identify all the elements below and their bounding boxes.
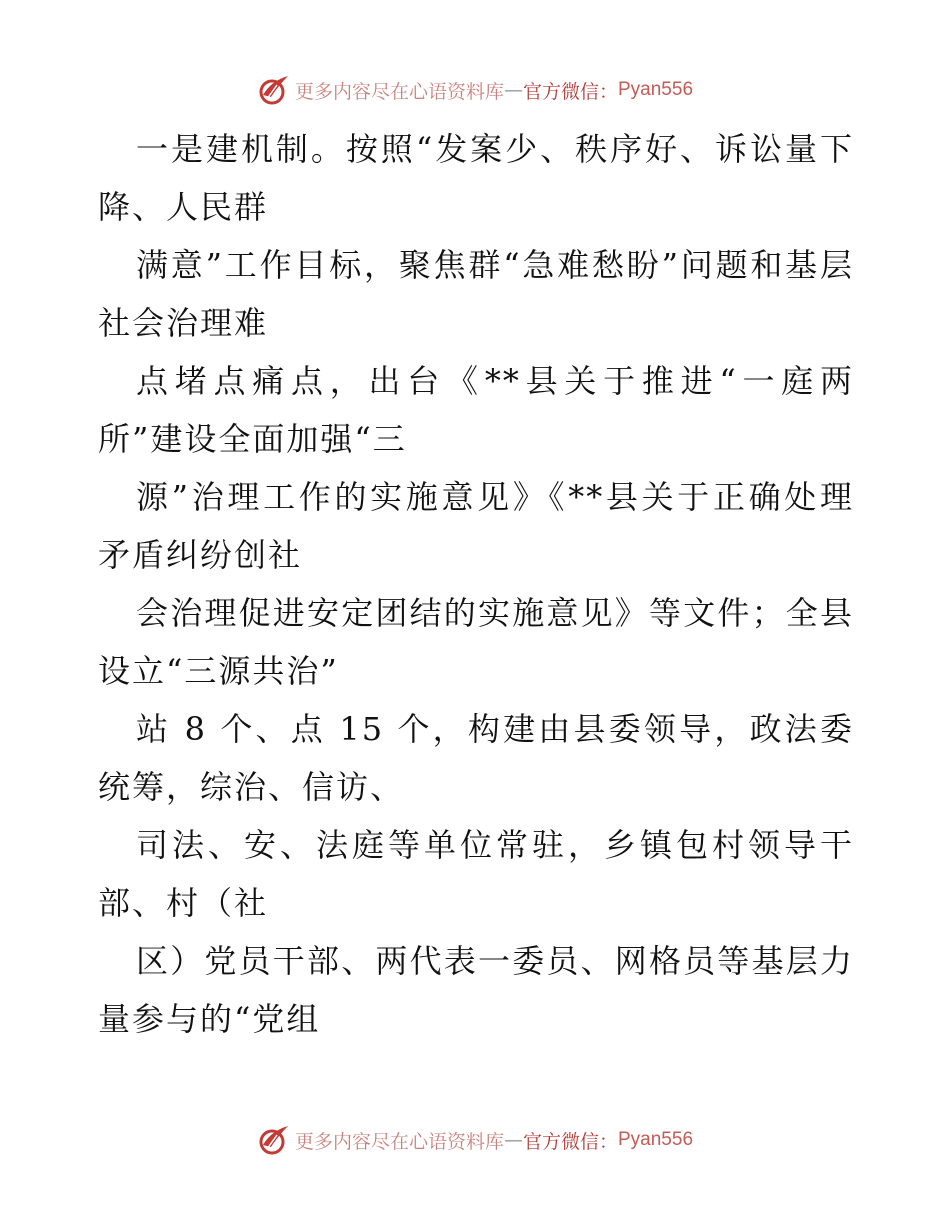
paragraph-1: 一是建机制。按照“发案少、秩序好、诉讼量下降、人民群 xyxy=(98,130,854,226)
paragraph-5: 会治理促进安定团结的实施意见》等文件；全县设立“三源共治” xyxy=(98,594,854,690)
paragraph-3: 点堵点痛点，出台《**县关于推进“一庭两 所”建设全面加强“三 xyxy=(98,362,854,458)
watermark-dash: — xyxy=(503,1129,523,1151)
paragraph-8: 区）党员干部、两代表一委员、网格员等基层力量参与的“党组 xyxy=(98,942,854,1038)
watermark-wechat-id: Pyan556 xyxy=(618,1129,694,1150)
header-watermark xyxy=(0,70,950,110)
paragraph-6: 站 8 个、点 15 个，构建由县委领导，政法委统筹，综治、信访、 xyxy=(98,710,854,806)
quill-logo-icon xyxy=(257,73,291,107)
footer-watermark xyxy=(0,1120,950,1160)
paragraph-2: 满意”工作目标，聚焦群“急难愁盼”问题和基层社会治理难 xyxy=(98,246,854,342)
watermark-main-text: 更多内容尽在心语资料库 xyxy=(294,1130,504,1153)
paragraph-4: 源”治理工作的实施意见》《**县关于正确处理矛盾纠纷创社 xyxy=(98,478,854,574)
watermark-dash: — xyxy=(503,79,523,101)
watermark-main-text: 更多内容尽在心语资料库 xyxy=(294,80,504,103)
watermark-wechat-label: 官方微信： xyxy=(522,1130,618,1153)
watermark-wechat-label: 官方微信： xyxy=(522,80,618,103)
quill-logo-icon xyxy=(257,1123,291,1157)
watermark-wechat-id: Pyan556 xyxy=(618,79,694,100)
paragraph-7: 司法、安、法庭等单位常驻，乡镇包村领导干部、村（社 xyxy=(98,826,854,922)
document-body xyxy=(98,120,854,1048)
